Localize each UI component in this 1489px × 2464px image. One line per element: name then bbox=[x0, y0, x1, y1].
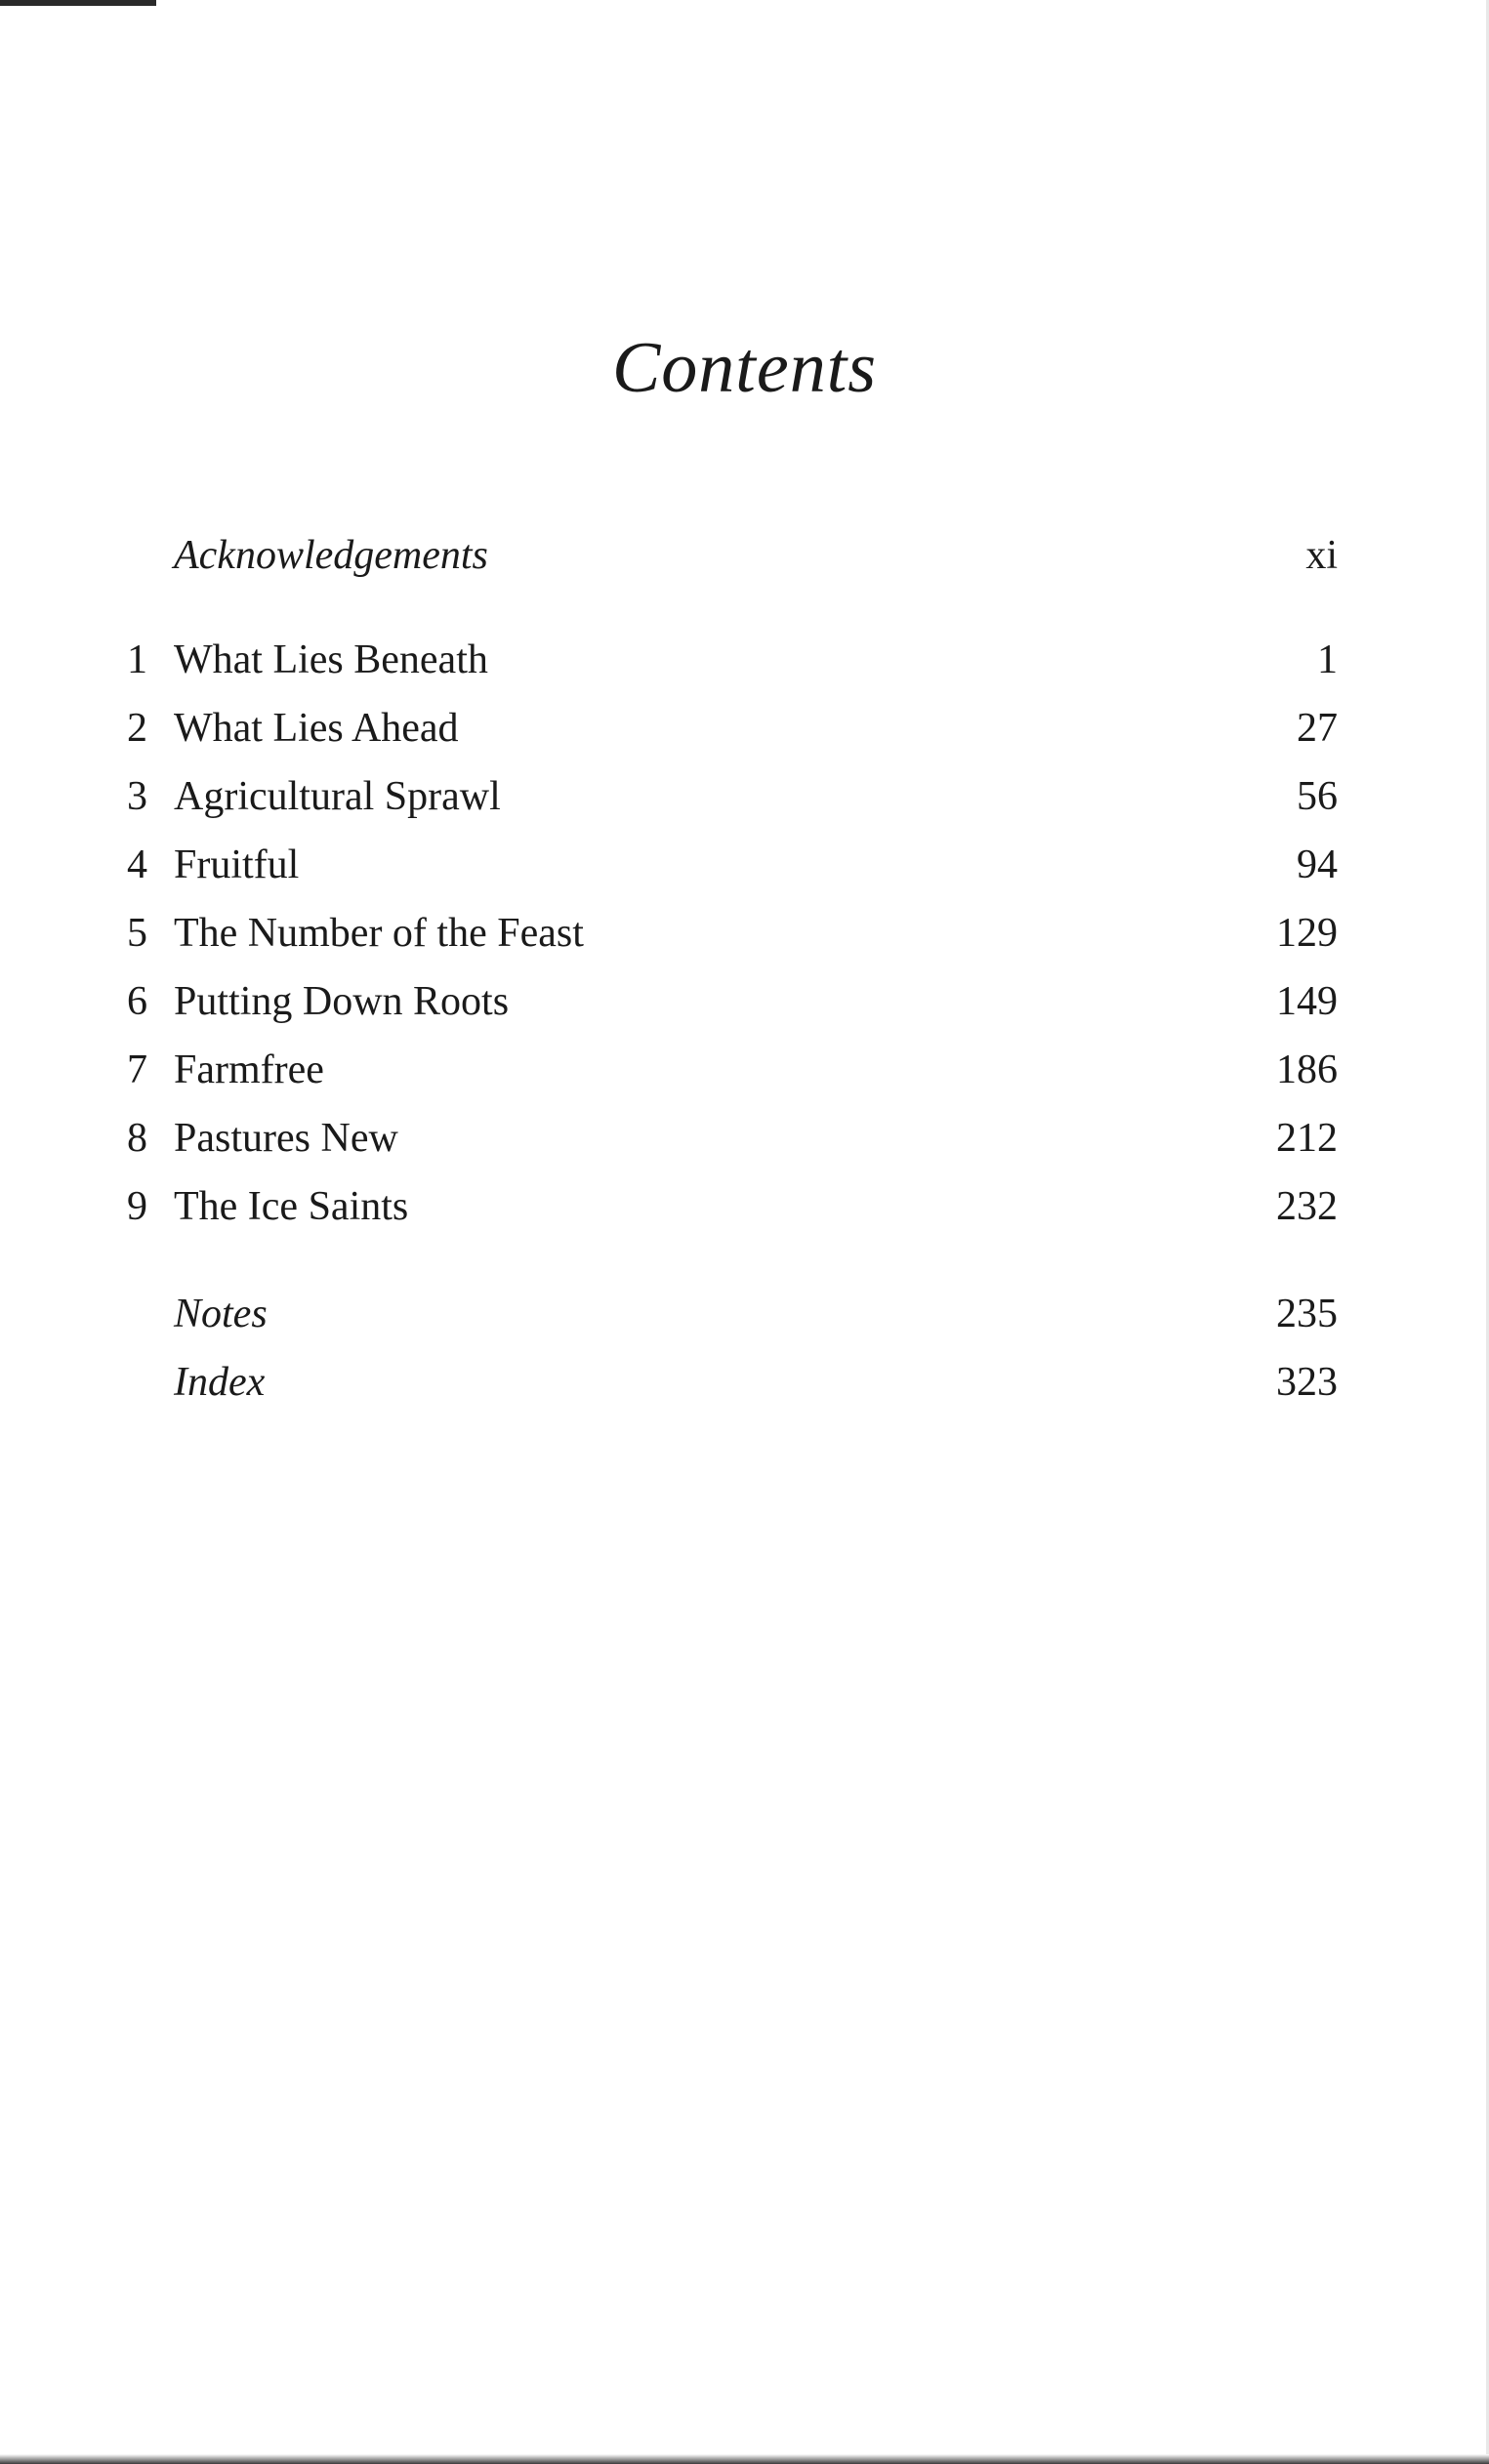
toc-chapter-8 bbox=[0, 1118, 1489, 1186]
page-edge-shadow-bottom bbox=[0, 2454, 1489, 2464]
toc-entry-page: 323 bbox=[1276, 1360, 1338, 1405]
toc-chapter-page: 1 bbox=[1317, 637, 1338, 682]
toc-chapter-page: 27 bbox=[1297, 706, 1338, 751]
toc-chapter-1 bbox=[0, 639, 1489, 708]
toc-entry-page: 235 bbox=[1276, 1292, 1338, 1336]
toc-chapter-number: 1 bbox=[127, 637, 147, 682]
toc-chapter-6 bbox=[0, 981, 1489, 1049]
toc-chapter-4 bbox=[0, 844, 1489, 913]
toc-entry-title: Index bbox=[174, 1360, 266, 1405]
toc-chapter-page: 94 bbox=[1297, 842, 1338, 887]
page-edge-shadow-top bbox=[0, 0, 156, 6]
toc-chapter-page: 186 bbox=[1276, 1047, 1338, 1092]
toc-chapter-9 bbox=[0, 1186, 1489, 1254]
toc-chapter-number: 4 bbox=[127, 842, 147, 887]
toc-chapter-number: 6 bbox=[127, 979, 147, 1024]
toc-chapter-title: The Number of the Feast bbox=[174, 911, 584, 956]
toc-chapter-number: 5 bbox=[127, 911, 147, 956]
toc-chapter-title: The Ice Saints bbox=[174, 1184, 409, 1229]
toc-chapter-title: Agricultural Sprawl bbox=[174, 774, 501, 819]
toc-chapter-title: Putting Down Roots bbox=[174, 979, 510, 1024]
toc-chapter-number: 9 bbox=[127, 1184, 147, 1229]
toc-chapter-title: Fruitful bbox=[174, 842, 300, 887]
toc-chapter-title: Pastures New bbox=[174, 1116, 398, 1161]
toc-chapter-number: 2 bbox=[127, 706, 147, 751]
toc-entry-title: Acknowledgements bbox=[174, 533, 488, 578]
toc-entry-page: xi bbox=[1305, 533, 1338, 578]
toc-chapter-page: 56 bbox=[1297, 774, 1338, 819]
toc-chapter-page: 212 bbox=[1276, 1116, 1338, 1161]
toc-chapter-2 bbox=[0, 708, 1489, 776]
toc-chapter-number: 3 bbox=[127, 774, 147, 819]
toc-entry-notes bbox=[0, 1294, 1489, 1362]
toc-chapter-page: 232 bbox=[1276, 1184, 1338, 1229]
toc-chapter-number: 8 bbox=[127, 1116, 147, 1161]
toc-chapter-number: 7 bbox=[127, 1047, 147, 1092]
toc-chapter-title: What Lies Ahead bbox=[174, 706, 459, 751]
toc-entry-title: Notes bbox=[174, 1292, 268, 1336]
toc-chapter-title: What Lies Beneath bbox=[174, 637, 488, 682]
toc-chapter-3 bbox=[0, 776, 1489, 844]
page-title: Contents bbox=[611, 328, 878, 408]
toc-chapter-title: Farmfree bbox=[174, 1047, 324, 1092]
toc-chapter-7 bbox=[0, 1049, 1489, 1118]
toc-entry-index bbox=[0, 1362, 1489, 1430]
toc-chapter-page: 129 bbox=[1276, 911, 1338, 956]
toc-chapter-5 bbox=[0, 913, 1489, 981]
toc-chapter-page: 149 bbox=[1276, 979, 1338, 1024]
toc-entry-acknowledgements bbox=[0, 535, 1489, 603]
